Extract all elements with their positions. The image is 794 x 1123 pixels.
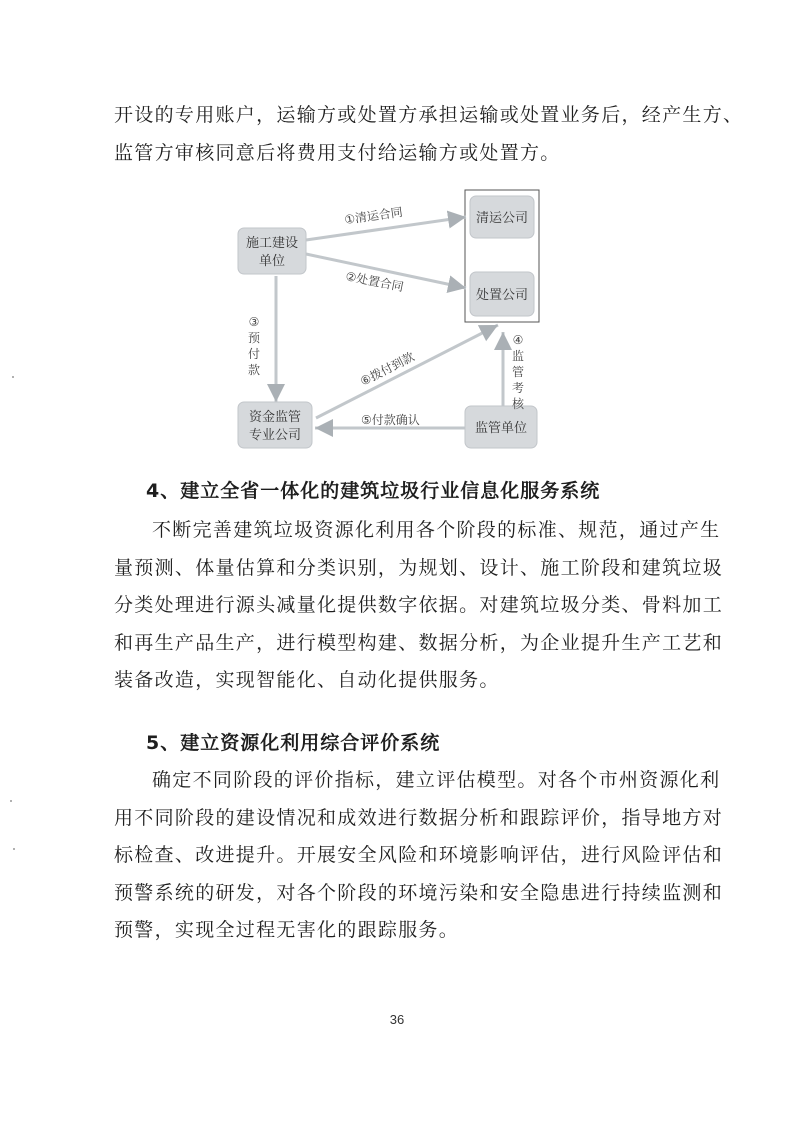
section-5-line-3: 标检查、改进提升。开展安全风险和环境影响评估，进行风险评估和 bbox=[114, 844, 724, 867]
edge-label-2: ②处置合同 bbox=[344, 269, 405, 295]
section-5-line-1: 确定不同阶段的评价指标，建立评估模型。对各个市州资源化利 bbox=[152, 769, 721, 791]
section-4-line-4: 和再生产品生产，进行模型构建、数据分析，为企业提升生产工艺和 bbox=[114, 631, 724, 654]
svg-text:预: 预 bbox=[247, 331, 261, 345]
section-4-heading: 4、建立全省一体化的建筑垃圾行业信息化服务系统 bbox=[146, 480, 601, 502]
section-4-line-5: 装备改造，实现智能化、自动化提供服务。 bbox=[114, 669, 500, 692]
section-4-line-2: 量预测、体量估算和分类识别，为规划、设计、施工阶段和建筑垃圾 bbox=[114, 556, 724, 579]
intro-line-1: 开设的专用账户，运输方或处置方承担运输或处置业务后，经产生方、 bbox=[114, 104, 744, 126]
payment-flow-diagram bbox=[220, 180, 550, 450]
scan-speck bbox=[10, 800, 12, 802]
svg-text:考: 考 bbox=[511, 381, 525, 395]
node-cleaning-label: 清运公司 bbox=[475, 211, 529, 226]
node-construction-label-1: 施工建设 bbox=[245, 236, 299, 251]
node-fund-supervision bbox=[238, 402, 312, 448]
scan-speck bbox=[13, 848, 15, 850]
node-supervisor bbox=[465, 406, 537, 448]
svg-text:核: 核 bbox=[511, 397, 525, 411]
svg-text:管: 管 bbox=[511, 365, 525, 379]
edge-label-4 bbox=[512, 333, 525, 411]
page-number: 36 bbox=[389, 1012, 405, 1027]
section-5-line-5: 预警，实现全过程无害化的跟踪服务。 bbox=[114, 919, 460, 942]
section-5-line-2: 用不同阶段的建设情况和成效进行数据分析和跟踪评价，指导地方对 bbox=[114, 806, 724, 829]
section-5-heading: 5、建立资源化利用综合评价系统 bbox=[146, 732, 441, 754]
intro-line-2: 监管方审核同意后将费用支付给运输方或处置方。 bbox=[114, 141, 561, 164]
section-4-line-1: 不断完善建筑垃圾资源化利用各个阶段的标准、规范，通过产生 bbox=[152, 519, 721, 541]
svg-text:监: 监 bbox=[511, 349, 525, 363]
node-construction-label-2: 单位 bbox=[258, 254, 286, 269]
section-4-paragraph bbox=[114, 512, 724, 700]
svg-text:③: ③ bbox=[248, 315, 260, 329]
section-4-line-3: 分类处理进行源头减量化提供数字依据。对建筑垃圾分类、骨料加工 bbox=[114, 594, 724, 617]
node-fund-label-1: 资金监管 bbox=[248, 410, 302, 425]
svg-text:付: 付 bbox=[247, 347, 261, 361]
node-disposal-label: 处置公司 bbox=[475, 288, 529, 303]
node-construction-unit bbox=[238, 228, 306, 274]
svg-text:④: ④ bbox=[512, 333, 524, 347]
node-disposal-company bbox=[470, 272, 534, 316]
scan-speck bbox=[12, 376, 14, 378]
svg-text:款: 款 bbox=[247, 363, 261, 377]
section-5-paragraph bbox=[114, 762, 724, 950]
edge-label-3 bbox=[248, 315, 260, 377]
node-cleaning-company bbox=[470, 196, 534, 238]
edge-label-5: ⑤付款确认 bbox=[361, 413, 420, 427]
edge-fund-disbursement bbox=[316, 325, 498, 418]
node-fund-label-2: 专业公司 bbox=[248, 428, 302, 443]
edge-label-1: ①清运合同 bbox=[343, 204, 404, 227]
node-supervisor-label: 监管单位 bbox=[474, 421, 528, 436]
edge-label-6: ⑥拨付到款 bbox=[358, 349, 417, 389]
intro-paragraph bbox=[114, 97, 744, 172]
section-5-line-4: 预警系统的研发，对各个阶段的环境污染和安全隐患进行持续监测和 bbox=[114, 881, 724, 904]
